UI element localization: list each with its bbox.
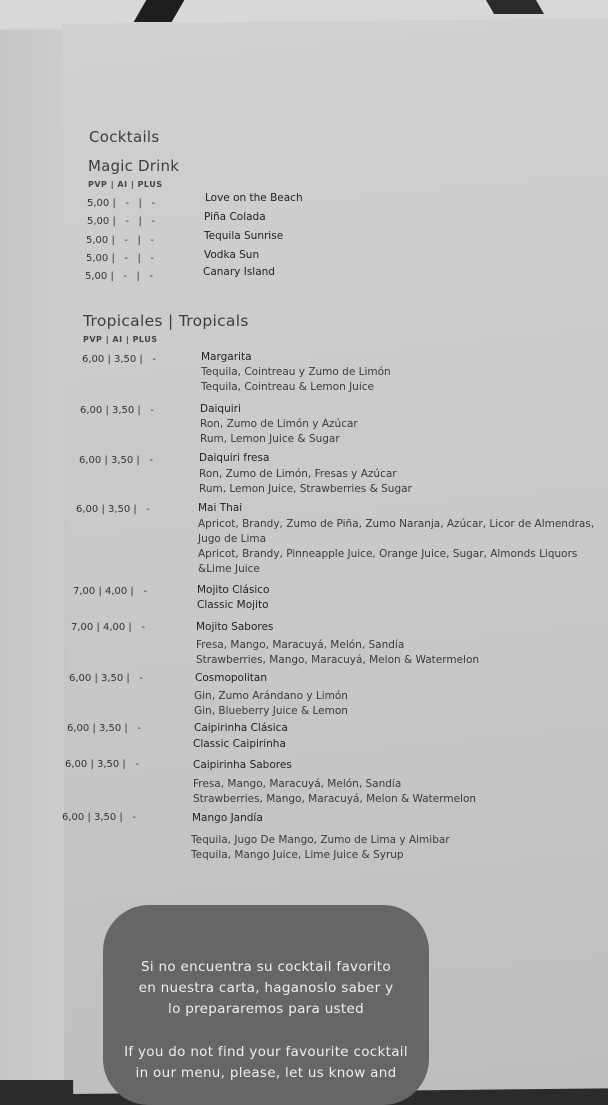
tropical-item-description: Ron, Zumo de Limón, Fresas y Azúcar Rum, Lemon Juice, Strawberries & Sugar <box>199 468 412 495</box>
tropical-item-price: 6,00 | 3,50 | - <box>76 504 150 515</box>
tropical-item-price: 6,00 | 3,50 | - <box>67 723 141 734</box>
tropical-item-description: Fresa, Mango, Maracuyá, Melón, Sandía Strawberries, Mango, Maracuyá, Melon & Watermelon <box>193 778 477 805</box>
magic-item-name: Vodka Sun <box>204 249 260 261</box>
magic-item-price: 5,00 | - | - <box>85 271 154 282</box>
notice-text-es: Si no encuentra su cocktail favorito en nuestra carta, haganoslo saber y lo prepararemos para usted <box>138 959 394 1017</box>
tropical-item-description: Fresa, Mango, Maracuyá, Melón, Sandía Strawberries, Mango, Maracuyá, Melon & Watermelon <box>196 639 480 666</box>
magic-item-name: Love on the Beach <box>205 192 303 204</box>
magic-item-name: Piña Colada <box>204 211 266 223</box>
tropical-item-price: 6,00 | 3,50 | - <box>80 405 154 416</box>
notice-text-en: If you do not find your favourite cocktail in our menu, please, let us know and <box>124 1044 408 1081</box>
tropical-item-name: Mojito Clásico <box>197 584 270 596</box>
tropical-item-price: 6,00 | 3,50 | - <box>62 812 136 823</box>
tropical-item-name: Mojito Sabores <box>196 621 274 633</box>
tropical-item-name: Margarita <box>201 351 252 363</box>
tropical-item-name: Mango Jandía <box>192 812 263 824</box>
menu-back-page <box>0 30 64 1080</box>
magic-item-name: Tequila Sunrise <box>204 230 284 242</box>
lattice-gap <box>134 0 185 22</box>
tropical-item-description: Gin, Zumo Arándano y Limón Gin, Blueberry Juice & Lemon <box>194 690 348 717</box>
tropical-item-description: Ron, Zumo de Limón y Azúcar Rum, Lemon Juice & Sugar <box>200 418 358 445</box>
tropical-item-price: 7,00 | 4,00 | - <box>73 586 147 597</box>
magic-drink-heading: Magic Drink <box>88 157 180 175</box>
tropical-item-name: Daiquiri <box>200 403 241 415</box>
tropicales-heading: Tropicales | Tropicals <box>83 312 249 330</box>
lattice-gap <box>486 0 544 14</box>
tropical-item-description: Apricot, Brandy, Zumo de Piña, Zumo Naranja, Azúcar, Licor de Almendras, Jugo de Lima Apricot, Brandy, Pinneapple Juice, Orange Juice, Sugar, Almonds Liquors &Lime Juice <box>198 518 595 575</box>
magic-item-price: 5,00 | - | - <box>86 253 155 264</box>
magic-item-price: 5,00 | - | - <box>87 216 156 227</box>
tropical-item-name-en: Classic Caipirinha <box>193 738 286 750</box>
tropical-item-name: Cosmopolitan <box>195 672 268 684</box>
tropical-item-price: 6,00 | 3,50 | - <box>82 354 156 365</box>
tropical-item-name: Mai Thai <box>198 502 243 514</box>
tropical-item-name: Daiquiri fresa <box>199 452 270 464</box>
cocktails-heading: Cocktails <box>89 128 160 146</box>
tropical-item-name-en: Classic Mojito <box>197 599 269 611</box>
magic-item-price: 5,00 | - | - <box>86 235 155 246</box>
tropical-item-price: 6,00 | 3,50 | - <box>65 759 139 770</box>
tropical-item-description: Tequila, Jugo De Mango, Zumo de Lima y Almibar Tequila, Mango Juice, Lime Juice & Syrup <box>191 834 450 861</box>
tropical-item-name: Caipirinha Sabores <box>193 759 292 771</box>
tropicales-price-header: PVP | AI | PLUS <box>83 335 158 344</box>
magic-price-header: PVP | AI | PLUS <box>88 180 163 189</box>
tropical-item-price: 6,00 | 3,50 | - <box>79 455 153 466</box>
tropical-item-price: 7,00 | 4,00 | - <box>71 622 145 633</box>
tropical-item-description: Tequila, Cointreau y Zumo de Limón Tequila, Cointreau & Lemon Juice <box>201 366 391 393</box>
magic-item-name: Canary Island <box>203 266 275 278</box>
magic-item-price: 5,00 | - | - <box>87 198 156 209</box>
tropical-item-price: 6,00 | 3,50 | - <box>69 673 143 684</box>
tropical-item-name: Caipirinha Clásica <box>194 722 288 734</box>
